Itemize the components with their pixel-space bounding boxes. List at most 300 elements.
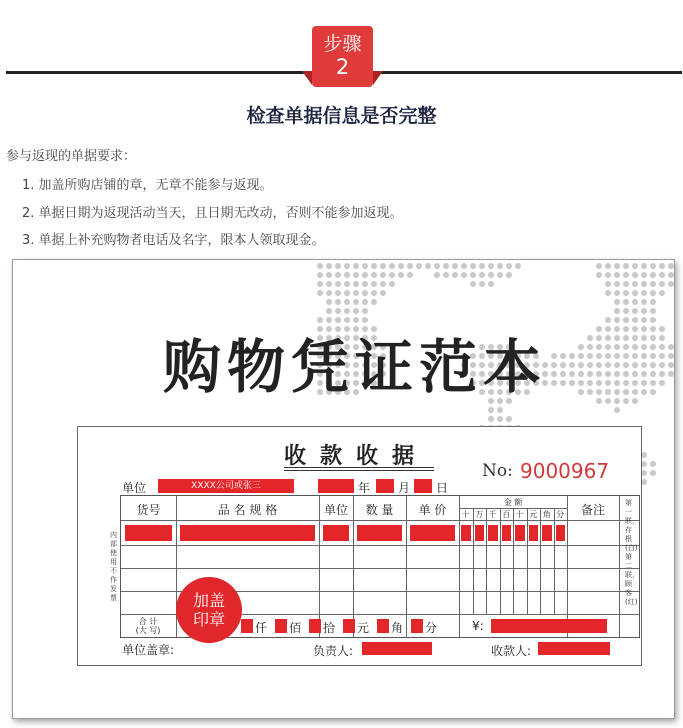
sample-title: 购物凭证范本 <box>163 333 548 401</box>
map-dot <box>614 281 620 287</box>
map-dot <box>605 380 611 386</box>
map-dot <box>641 326 647 332</box>
map-dot <box>353 281 359 287</box>
map-dot <box>614 326 620 332</box>
receipt <box>77 426 642 666</box>
digit-head: 元 <box>529 510 538 519</box>
map-dot <box>587 362 593 368</box>
right-note: 第一联，存根(白) 第二联，顾客(红) <box>625 499 639 606</box>
map-dot <box>641 299 647 305</box>
digit-redact <box>461 525 471 541</box>
map-dot <box>614 389 620 395</box>
map-dot <box>551 380 557 386</box>
requirement-2: 2. 单据日期为返现活动当天，且日期无改动，否则不能参加返现。 <box>22 206 403 221</box>
map-dot <box>614 335 620 341</box>
digit-divider <box>554 508 555 614</box>
payee-redact <box>538 642 610 655</box>
map-dot <box>623 326 629 332</box>
digit-redact <box>502 525 512 541</box>
map-dot <box>650 353 656 359</box>
receipt-no-label: No: <box>482 461 513 481</box>
map-dot <box>587 344 593 350</box>
map-dot <box>335 272 341 278</box>
map-dot <box>452 263 458 269</box>
map-dot <box>506 263 512 269</box>
map-dot <box>632 362 638 368</box>
map-dot <box>623 317 629 323</box>
map-dot <box>560 380 566 386</box>
map-dot <box>506 272 512 278</box>
map-dot <box>605 281 611 287</box>
map-dot <box>650 272 656 278</box>
total-label: 合 计 <box>138 617 158 626</box>
receipt-title-underline <box>284 467 434 471</box>
map-dot <box>317 290 323 296</box>
map-dot <box>632 308 638 314</box>
map-dot <box>605 272 611 278</box>
map-dot <box>578 353 584 359</box>
map-dot <box>614 308 620 314</box>
map-dot <box>389 281 395 287</box>
yen-redact <box>491 619 607 633</box>
map-dot <box>380 290 386 296</box>
map-dot <box>434 272 440 278</box>
map-dot <box>650 308 656 314</box>
map-dot <box>326 308 332 314</box>
cn-unit-label: 分 <box>425 621 438 635</box>
map-dot <box>650 290 656 296</box>
map-dot <box>659 263 665 269</box>
map-dot <box>560 362 566 368</box>
digit-head: 角 <box>542 510 551 519</box>
map-dot <box>362 281 368 287</box>
map-dot <box>317 263 323 269</box>
cn-unit-redact <box>275 619 287 633</box>
map-dot <box>632 380 638 386</box>
map-dot <box>317 272 323 278</box>
map-dot <box>362 290 368 296</box>
map-dot <box>515 263 521 269</box>
map-dot <box>659 380 665 386</box>
map-dot <box>461 272 467 278</box>
map-dot <box>632 335 638 341</box>
map-dot <box>659 272 665 278</box>
month-redact <box>376 479 394 493</box>
map-dot <box>587 353 593 359</box>
map-dot <box>461 263 467 269</box>
map-dot <box>659 281 665 287</box>
map-dot <box>650 470 656 476</box>
map-dot <box>326 272 332 278</box>
map-dot <box>335 263 341 269</box>
map-dot <box>371 272 377 278</box>
map-dot <box>497 263 503 269</box>
digit-divider <box>527 508 528 614</box>
map-dot <box>650 335 656 341</box>
map-dot <box>407 272 413 278</box>
seal-label: 单位盖章: <box>122 643 175 657</box>
map-dot <box>605 371 611 377</box>
map-dot <box>650 344 656 350</box>
map-dot <box>668 272 674 278</box>
map-dot <box>344 263 350 269</box>
map-dot <box>659 326 665 332</box>
map-dot <box>596 389 602 395</box>
map-dot <box>488 416 494 422</box>
map-dot <box>470 263 476 269</box>
map-dot <box>398 263 404 269</box>
map-dot <box>488 281 494 287</box>
digit-divider <box>540 508 541 614</box>
map-dot <box>380 272 386 278</box>
map-dot <box>641 272 647 278</box>
map-dot <box>362 272 368 278</box>
map-dot <box>623 299 629 305</box>
map-dot <box>659 353 665 359</box>
map-dot <box>623 389 629 395</box>
map-dot <box>641 344 647 350</box>
map-dot <box>560 371 566 377</box>
map-dot <box>335 308 341 314</box>
digit-divider <box>473 508 474 614</box>
map-dot <box>569 371 575 377</box>
map-dot <box>641 371 647 377</box>
map-dot <box>344 290 350 296</box>
map-dot <box>596 326 602 332</box>
map-dot <box>632 272 638 278</box>
cn-unit-label: 角 <box>391 621 404 635</box>
map-dot <box>452 272 458 278</box>
map-dot <box>344 299 350 305</box>
person-redact <box>362 642 432 655</box>
map-dot <box>443 263 449 269</box>
map-dot <box>605 290 611 296</box>
map-dot <box>650 317 656 323</box>
person-label: 负责人: <box>313 644 354 658</box>
map-dot <box>623 263 629 269</box>
map-dot <box>479 281 485 287</box>
map-dot <box>434 263 440 269</box>
map-dot <box>614 380 620 386</box>
digit-redact <box>515 525 525 541</box>
map-dot <box>389 263 395 269</box>
map-dot <box>632 371 638 377</box>
map-dot <box>623 362 629 368</box>
map-dot <box>641 335 647 341</box>
stamp-seal <box>176 577 242 643</box>
map-dot <box>632 389 638 395</box>
map-dot <box>416 263 422 269</box>
map-dot <box>578 371 584 377</box>
map-dot <box>668 344 674 350</box>
map-dot <box>326 290 332 296</box>
map-dot <box>650 371 656 377</box>
cn-unit-redact <box>241 619 253 633</box>
name-redact <box>180 525 315 541</box>
map-dot <box>614 398 620 404</box>
map-dot <box>641 389 647 395</box>
map-dot <box>371 281 377 287</box>
section-heading: 检查单据信息是否完整 <box>246 105 437 127</box>
map-dot <box>650 362 656 368</box>
map-dot <box>569 380 575 386</box>
map-dot <box>344 272 350 278</box>
map-dot <box>605 326 611 332</box>
map-dot <box>488 407 494 413</box>
map-dot <box>605 353 611 359</box>
map-dot <box>614 344 620 350</box>
map-dot <box>632 353 638 359</box>
qty-redact <box>357 525 402 541</box>
badge-fold-left <box>302 71 312 85</box>
map-dot <box>596 335 602 341</box>
year-redact <box>318 479 354 493</box>
day-redact <box>414 479 432 493</box>
cn-unit-redact <box>377 619 389 633</box>
month-label: 月 <box>398 481 411 495</box>
badge-fold-right <box>373 71 383 85</box>
map-dot <box>362 299 368 305</box>
digit-head: 十 <box>461 510 470 519</box>
digit-head: 千 <box>488 510 497 519</box>
map-dot <box>614 290 620 296</box>
map-dot <box>605 362 611 368</box>
map-dot <box>614 299 620 305</box>
digit-head: 百 <box>502 510 511 519</box>
map-dot <box>479 263 485 269</box>
map-dot <box>650 299 656 305</box>
map-dot <box>650 326 656 332</box>
map-dot <box>578 344 584 350</box>
map-dot <box>659 362 665 368</box>
map-dot <box>632 281 638 287</box>
unit-value: XXXX公司或张三 <box>158 479 294 493</box>
map-dot <box>623 272 629 278</box>
map-dot <box>353 290 359 296</box>
map-dot <box>551 371 557 377</box>
map-dot <box>479 272 485 278</box>
stamp-line-2: 印章 <box>192 610 225 629</box>
receipt-title: 收款收据 <box>284 444 429 469</box>
map-dot <box>650 380 656 386</box>
digit-redact <box>475 525 485 541</box>
map-dot <box>380 281 386 287</box>
col-amount: 金 额 <box>503 498 523 507</box>
map-dot <box>623 398 629 404</box>
map-dot <box>353 272 359 278</box>
map-dot <box>659 290 665 296</box>
map-dot <box>407 263 413 269</box>
map-dot <box>371 290 377 296</box>
map-dot <box>668 281 674 287</box>
map-dot <box>569 362 575 368</box>
map-dot <box>659 335 665 341</box>
cn-unit-redact <box>343 619 355 633</box>
map-dot <box>605 398 611 404</box>
map-dot <box>398 272 404 278</box>
requirement-3: 3. 单据上补充购物者电话及名字，限本人领取现金。 <box>22 233 325 248</box>
cn-unit-label: 元 <box>357 621 370 635</box>
day-label: 日 <box>436 481 449 495</box>
map-dot <box>596 344 602 350</box>
map-dot <box>344 281 350 287</box>
map-dot <box>641 380 647 386</box>
unit-label: 单位 <box>122 481 147 495</box>
map-dot <box>389 272 395 278</box>
map-dot <box>632 263 638 269</box>
step-number: 2 <box>335 55 350 79</box>
map-dot <box>578 362 584 368</box>
total-sub-label: (大 写) <box>135 626 161 635</box>
col-note: 备注 <box>580 503 605 517</box>
map-dot <box>596 380 602 386</box>
map-dot <box>596 371 602 377</box>
digit-divider <box>500 508 501 614</box>
map-dot <box>560 353 566 359</box>
map-dot <box>488 272 494 278</box>
map-dot <box>614 272 620 278</box>
cn-unit-label: 佰 <box>289 621 302 635</box>
receipt-no-value: 9000967 <box>520 459 610 483</box>
map-dot <box>650 389 656 395</box>
map-dot <box>623 281 629 287</box>
map-dot <box>605 344 611 350</box>
col-qty: 数 量 <box>365 503 394 517</box>
col-item-no: 货号 <box>136 503 161 517</box>
map-dot <box>551 362 557 368</box>
map-dot <box>596 353 602 359</box>
map-dot <box>362 263 368 269</box>
map-dot <box>353 308 359 314</box>
col-unit: 单位 <box>323 503 348 517</box>
map-dot <box>362 308 368 314</box>
map-dot <box>623 353 629 359</box>
map-dot <box>632 344 638 350</box>
map-dot <box>317 281 323 287</box>
map-dot <box>470 281 476 287</box>
map-dot <box>614 407 620 413</box>
map-dot <box>623 308 629 314</box>
digit-head: 万 <box>475 510 484 519</box>
map-dot <box>605 317 611 323</box>
price-redact <box>410 525 455 541</box>
map-dot <box>641 362 647 368</box>
sample-receipt-image <box>12 259 675 719</box>
map-dot <box>632 290 638 296</box>
map-dot <box>353 299 359 305</box>
digit-redact <box>529 525 539 541</box>
map-dot <box>623 335 629 341</box>
digit-divider <box>513 508 514 614</box>
cn-unit-label: 仟 <box>255 621 268 635</box>
map-dot <box>344 308 350 314</box>
map-dot <box>605 389 611 395</box>
map-dot <box>596 263 602 269</box>
intro-text: 参与返现的单据要求： <box>6 149 137 164</box>
map-dot <box>425 263 431 269</box>
item-no-redact <box>125 525 172 541</box>
map-dot <box>623 380 629 386</box>
map-dot <box>632 299 638 305</box>
digit-head: 十 <box>515 510 524 519</box>
map-dot <box>587 380 593 386</box>
map-dot <box>650 263 656 269</box>
map-dot <box>587 371 593 377</box>
payee-label: 收款人: <box>491 644 532 658</box>
map-dot <box>659 344 665 350</box>
map-dot <box>371 263 377 269</box>
map-dot <box>497 272 503 278</box>
map-dot <box>632 326 638 332</box>
map-dot <box>641 263 647 269</box>
map-dot <box>353 263 359 269</box>
map-dot <box>326 299 332 305</box>
map-dot <box>614 263 620 269</box>
digit-redact <box>542 525 552 541</box>
map-dot <box>587 335 593 341</box>
map-dot <box>596 272 602 278</box>
map-dot <box>650 461 656 467</box>
cn-unit-redact <box>309 619 321 633</box>
map-dot <box>632 317 638 323</box>
map-dot <box>623 290 629 296</box>
map-dot <box>380 263 386 269</box>
map-dot <box>326 263 332 269</box>
map-dot <box>488 263 494 269</box>
map-dot <box>668 263 674 269</box>
yen-label: ¥: <box>472 619 484 633</box>
map-dot <box>641 290 647 296</box>
map-dot <box>443 272 449 278</box>
map-dot <box>605 335 611 341</box>
map-dot <box>650 281 656 287</box>
map-dot <box>614 371 620 377</box>
requirement-1: 1. 加盖所购店铺的章，无章不能参与返现。 <box>22 178 273 193</box>
map-dot <box>371 299 377 305</box>
map-dot <box>470 272 476 278</box>
cn-unit-label: 拾 <box>323 621 336 635</box>
map-dot <box>614 362 620 368</box>
digit-redact <box>556 525 566 541</box>
cn-unit-redact <box>411 619 423 633</box>
col-name: 品 名 规 格 <box>217 503 278 517</box>
left-note: 内部使用不作发票 <box>110 531 117 602</box>
map-dot <box>668 362 674 368</box>
map-dot <box>605 263 611 269</box>
map-dot <box>569 353 575 359</box>
map-dot <box>551 353 557 359</box>
map-dot <box>335 290 341 296</box>
map-dot <box>506 416 512 422</box>
map-dot <box>335 299 341 305</box>
map-dot <box>641 308 647 314</box>
map-dot <box>596 362 602 368</box>
unit-redact <box>323 525 349 541</box>
map-dot <box>659 371 665 377</box>
map-dot <box>623 371 629 377</box>
map-dot <box>497 407 503 413</box>
year-label: 年 <box>358 481 371 495</box>
map-dot <box>668 353 674 359</box>
map-dot <box>587 389 593 395</box>
step-badge <box>312 26 373 87</box>
digit-head: 分 <box>556 510 565 519</box>
map-dot <box>632 398 638 404</box>
map-dot <box>641 281 647 287</box>
map-dot <box>578 389 584 395</box>
step-label: 步骤 <box>323 33 362 55</box>
map-dot <box>596 398 602 404</box>
